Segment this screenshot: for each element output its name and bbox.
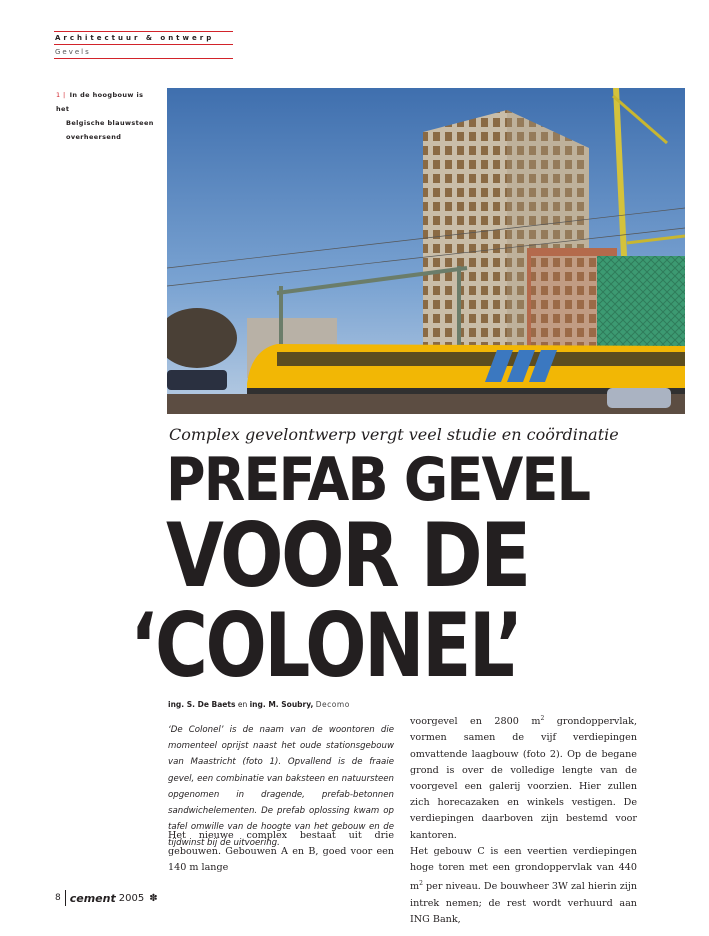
body-text-a: voorgevel en 2800 m [410,716,541,728]
magazine-year: 2005 [118,892,145,904]
intro-paragraph: ‘De Colonel’ is de naam van de woontoren die momenteel oprijst naast het oude stationsgebouw van Maastricht (foto 1). Opvallend is de fraaie gevel, een combinatie van baksteen en natuursteen opgenomen in dragende, prefab-betonnen sandwichelementen. De prefab oplossing kwam op tafel omwille van de hoogte van het gebouw en de tijdwinst bij de uitvoering. [168,725,394,849]
figure-number: 1 | [56,91,66,99]
caption-line-3: overheersend [66,133,122,141]
flower-icon: ✽ [149,892,158,904]
caption-line-1: In de hoogbouw is het [56,91,144,113]
hero-photo [167,88,685,414]
header-top-rule [54,31,233,32]
body-text-d: per niveau. De bouwheer 3W zal hierin zijn intrek nemen; de rest wordt verhuurd aan ING Bank, [410,881,637,925]
header-bottom-rule [54,58,233,59]
caption-line-2: Belgische blauwsteen [66,119,154,127]
body-column-2 [410,711,637,928]
title-line-2: VOOR DE [166,504,529,607]
body-text-b: grondoppervlak, vormen samen de vijf verdiepingen omvattende laagbouw (foto 2). Op de begane grond is over de volledige lengte van de voorgevel een galerij voorzien. Hier zullen zich horecazaken en winkels vestigen. De verdiepingen daarboven zijn bestemd voor kantoren. [410,716,637,841]
subsection-label: Gevels [55,48,91,56]
byline-conjunction: en [237,700,248,709]
footer-divider [65,890,66,906]
section-label: Architectuur & ontwerp [55,34,215,42]
header-middle-rule [54,44,233,45]
photo-caption [56,88,156,144]
byline-organisation: Decomo [315,700,350,709]
body-column-1: Het nieuwe complex bestaat uit drie gebouwen. Gebouwen A en B, goed voor een 140 m lange [168,830,394,873]
superscript-2: 2 [419,880,423,888]
title-line-3: ‘COLONEL’ [130,594,521,697]
author-1: ing. S. De Baets [168,700,236,709]
body-text-c: Het gebouw C is een veertien verdiepingen hoge toren met een grondoppervlak van 440 m [410,845,637,893]
magazine-name: cement [69,891,116,905]
article-kicker: Complex gevelontwerp vergt veel studie en coördinatie [169,425,619,444]
page-number: 8 [55,893,61,903]
superscript-1: 2 [540,715,545,722]
byline [168,700,350,709]
title-line-1: PREFAB GEVEL [166,445,590,515]
page-footer [55,890,158,906]
author-2: ing. M. Soubry, [249,700,314,709]
